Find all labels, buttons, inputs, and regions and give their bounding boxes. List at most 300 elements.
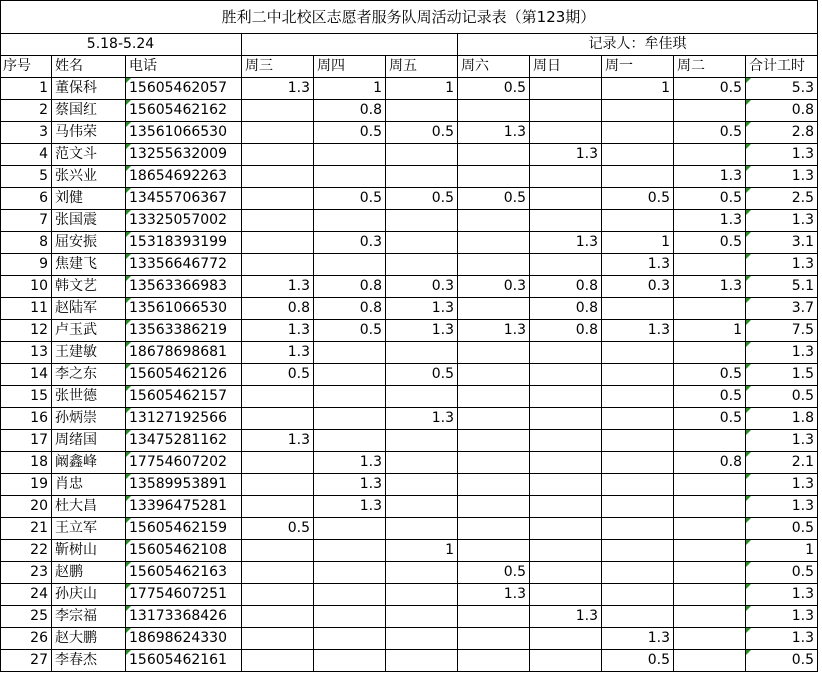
hours-cell[interactable] (314, 606, 386, 628)
row-number[interactable]: 18 (0, 452, 52, 474)
hours-cell[interactable] (386, 628, 458, 650)
hours-cell[interactable] (458, 474, 530, 496)
hours-cell[interactable]: 0.5 (674, 408, 746, 430)
hours-cell[interactable]: 0.5 (746, 518, 818, 540)
phone-cell[interactable]: 18678698681 (126, 342, 242, 364)
row-number[interactable]: 24 (0, 584, 52, 606)
hours-cell[interactable]: 1 (386, 540, 458, 562)
hours-cell[interactable]: 1.3 (386, 320, 458, 342)
hours-cell[interactable] (458, 298, 530, 320)
hours-cell[interactable]: 0.3 (386, 276, 458, 298)
hours-cell[interactable] (314, 254, 386, 276)
hours-cell[interactable] (602, 430, 674, 452)
hours-cell[interactable]: 1.3 (530, 144, 602, 166)
row-number[interactable]: 23 (0, 562, 52, 584)
phone-cell[interactable]: 15605462162 (126, 100, 242, 122)
hours-cell[interactable] (242, 386, 314, 408)
hours-cell[interactable]: 0.5 (746, 650, 818, 672)
hours-cell[interactable] (458, 144, 530, 166)
hours-cell[interactable] (458, 386, 530, 408)
hours-cell[interactable] (242, 210, 314, 232)
hours-cell[interactable] (386, 100, 458, 122)
hours-cell[interactable]: 1.3 (242, 320, 314, 342)
name-cell[interactable]: 杜大昌 (52, 496, 126, 518)
name-cell[interactable]: 阚鑫峰 (52, 452, 126, 474)
name-cell[interactable]: 王立军 (52, 518, 126, 540)
column-header: 周六 (458, 56, 530, 78)
phone-cell[interactable]: 13356646772 (126, 254, 242, 276)
hours-cell[interactable] (458, 408, 530, 430)
hours-cell[interactable] (602, 584, 674, 606)
hours-cell[interactable] (314, 364, 386, 386)
hours-cell[interactable]: 1.3 (458, 320, 530, 342)
hours-cell[interactable] (386, 232, 458, 254)
hours-cell[interactable] (602, 100, 674, 122)
hours-cell[interactable]: 1.3 (314, 452, 386, 474)
row-number[interactable]: 15 (0, 386, 52, 408)
phone-cell[interactable]: 13325057002 (126, 210, 242, 232)
hours-cell[interactable] (530, 518, 602, 540)
hours-cell[interactable] (386, 650, 458, 672)
hours-cell[interactable]: 0.5 (458, 188, 530, 210)
hours-cell[interactable]: 0.8 (530, 298, 602, 320)
phone-cell[interactable]: 17754607202 (126, 452, 242, 474)
hours-cell[interactable]: 0.5 (602, 650, 674, 672)
name-cell[interactable]: 张世德 (52, 386, 126, 408)
hours-cell[interactable]: 1.3 (386, 298, 458, 320)
hours-cell[interactable]: 1.3 (242, 276, 314, 298)
hours-cell[interactable] (314, 342, 386, 364)
hours-cell[interactable] (602, 298, 674, 320)
hours-cell[interactable] (458, 496, 530, 518)
hours-cell[interactable]: 1.3 (746, 628, 818, 650)
hours-cell[interactable] (458, 628, 530, 650)
hours-cell[interactable]: 1.3 (674, 276, 746, 298)
hours-cell[interactable]: 0.8 (674, 452, 746, 474)
row-number[interactable]: 11 (0, 298, 52, 320)
hours-cell[interactable] (602, 452, 674, 474)
hours-cell[interactable] (242, 452, 314, 474)
hours-cell[interactable] (458, 254, 530, 276)
hours-cell[interactable] (530, 496, 602, 518)
row-number[interactable]: 16 (0, 408, 52, 430)
row-number[interactable]: 3 (0, 122, 52, 144)
row-number[interactable]: 19 (0, 474, 52, 496)
hours-cell[interactable]: 0.5 (242, 364, 314, 386)
phone-cell[interactable]: 15605462108 (126, 540, 242, 562)
hours-cell[interactable]: 1.3 (746, 496, 818, 518)
hours-cell[interactable] (314, 562, 386, 584)
hours-cell[interactable]: 0.5 (746, 562, 818, 584)
row-number[interactable]: 26 (0, 628, 52, 650)
hours-cell[interactable]: 1.3 (602, 320, 674, 342)
hours-cell[interactable] (602, 210, 674, 232)
hours-cell[interactable]: 1.3 (674, 210, 746, 232)
hours-cell[interactable]: 1.3 (386, 408, 458, 430)
hours-cell[interactable]: 0.5 (674, 364, 746, 386)
row-number[interactable]: 9 (0, 254, 52, 276)
name-cell[interactable]: 李之东 (52, 364, 126, 386)
hours-cell[interactable] (242, 584, 314, 606)
phone-cell[interactable]: 13475281162 (126, 430, 242, 452)
name-cell[interactable]: 赵陆军 (52, 298, 126, 320)
hours-cell[interactable] (386, 562, 458, 584)
hours-cell[interactable]: 0.5 (674, 78, 746, 100)
hours-cell[interactable] (530, 342, 602, 364)
hours-cell[interactable] (530, 562, 602, 584)
hours-cell[interactable] (386, 254, 458, 276)
hours-cell[interactable] (242, 166, 314, 188)
hours-cell[interactable] (314, 518, 386, 540)
hours-cell[interactable]: 1.3 (242, 430, 314, 452)
hours-cell[interactable] (314, 628, 386, 650)
hours-cell[interactable]: 0.5 (602, 188, 674, 210)
hours-cell[interactable]: 1 (602, 232, 674, 254)
hours-cell[interactable] (674, 144, 746, 166)
hours-cell[interactable]: 1 (746, 540, 818, 562)
name-cell[interactable]: 卢玉武 (52, 320, 126, 342)
hours-cell[interactable] (458, 232, 530, 254)
row-number[interactable]: 21 (0, 518, 52, 540)
row-number[interactable]: 20 (0, 496, 52, 518)
name-cell[interactable]: 赵鹏 (52, 562, 126, 584)
hours-cell[interactable] (242, 650, 314, 672)
hours-cell[interactable] (242, 474, 314, 496)
name-cell[interactable]: 肖忠 (52, 474, 126, 496)
name-cell[interactable]: 刘健 (52, 188, 126, 210)
hours-cell[interactable]: 0.5 (458, 78, 530, 100)
hours-cell[interactable]: 1.3 (674, 166, 746, 188)
phone-cell[interactable]: 13561066530 (126, 122, 242, 144)
hours-cell[interactable] (458, 100, 530, 122)
hours-cell[interactable] (674, 496, 746, 518)
hours-cell[interactable]: 0.8 (242, 298, 314, 320)
hours-cell[interactable]: 0.5 (314, 188, 386, 210)
phone-cell[interactable]: 13396475281 (126, 496, 242, 518)
hours-cell[interactable]: 0.5 (386, 188, 458, 210)
hours-cell[interactable] (242, 496, 314, 518)
hours-cell[interactable]: 1.3 (530, 606, 602, 628)
hours-cell[interactable]: 0.8 (746, 100, 818, 122)
hours-cell[interactable]: 1.8 (746, 408, 818, 430)
phone-cell[interactable]: 15605462159 (126, 518, 242, 540)
hours-cell[interactable] (386, 386, 458, 408)
phone-cell[interactable]: 15605462161 (126, 650, 242, 672)
hours-cell[interactable] (530, 430, 602, 452)
hours-cell[interactable]: 1.3 (746, 606, 818, 628)
row-number[interactable]: 2 (0, 100, 52, 122)
hours-cell[interactable] (458, 518, 530, 540)
hours-cell[interactable] (602, 342, 674, 364)
hours-cell[interactable]: 1.3 (458, 584, 530, 606)
row-number[interactable]: 27 (0, 650, 52, 672)
hours-cell[interactable]: 0.5 (242, 518, 314, 540)
hours-cell[interactable] (386, 166, 458, 188)
hours-cell[interactable] (242, 232, 314, 254)
phone-cell[interactable]: 13563386219 (126, 320, 242, 342)
row-number[interactable]: 25 (0, 606, 52, 628)
phone-cell[interactable]: 17754607251 (126, 584, 242, 606)
hours-cell[interactable] (242, 562, 314, 584)
hours-cell[interactable] (602, 606, 674, 628)
hours-cell[interactable]: 1.5 (746, 364, 818, 386)
hours-cell[interactable] (386, 342, 458, 364)
hours-cell[interactable] (530, 540, 602, 562)
hours-cell[interactable]: 0.8 (314, 298, 386, 320)
hours-cell[interactable] (602, 518, 674, 540)
row-number[interactable]: 13 (0, 342, 52, 364)
hours-cell[interactable] (530, 474, 602, 496)
hours-cell[interactable] (602, 386, 674, 408)
hours-cell[interactable]: 1.3 (746, 584, 818, 606)
hours-cell[interactable] (458, 342, 530, 364)
hours-cell[interactable] (314, 540, 386, 562)
hours-cell[interactable]: 1.3 (746, 144, 818, 166)
hours-cell[interactable]: 1.3 (314, 474, 386, 496)
hours-cell[interactable] (530, 166, 602, 188)
hours-cell[interactable]: 3.7 (746, 298, 818, 320)
hours-cell[interactable]: 0.5 (674, 188, 746, 210)
hours-cell[interactable]: 1 (314, 78, 386, 100)
hours-cell[interactable]: 1.3 (458, 122, 530, 144)
hours-cell[interactable] (242, 408, 314, 430)
phone-cell[interactable]: 13563366983 (126, 276, 242, 298)
hours-cell[interactable] (674, 628, 746, 650)
row-number[interactable]: 17 (0, 430, 52, 452)
hours-cell[interactable]: 0.3 (602, 276, 674, 298)
hours-cell[interactable]: 2.8 (746, 122, 818, 144)
hours-cell[interactable]: 3.1 (746, 232, 818, 254)
name-cell[interactable]: 马伟荣 (52, 122, 126, 144)
hours-cell[interactable] (314, 430, 386, 452)
phone-cell[interactable]: 15605462163 (126, 562, 242, 584)
hours-cell[interactable]: 0.5 (314, 320, 386, 342)
name-cell[interactable]: 李春杰 (52, 650, 126, 672)
hours-cell[interactable] (674, 540, 746, 562)
hours-cell[interactable] (602, 496, 674, 518)
hours-cell[interactable] (386, 430, 458, 452)
hours-cell[interactable] (530, 628, 602, 650)
hours-cell[interactable] (602, 166, 674, 188)
phone-cell[interactable]: 13561066530 (126, 298, 242, 320)
hours-cell[interactable] (674, 584, 746, 606)
hours-cell[interactable]: 2.5 (746, 188, 818, 210)
hours-cell[interactable] (674, 562, 746, 584)
phone-cell[interactable]: 15605462126 (126, 364, 242, 386)
phone-cell[interactable]: 13455706367 (126, 188, 242, 210)
hours-cell[interactable] (602, 408, 674, 430)
hours-cell[interactable] (314, 210, 386, 232)
hours-cell[interactable] (386, 144, 458, 166)
hours-cell[interactable] (242, 144, 314, 166)
hours-cell[interactable] (530, 408, 602, 430)
phone-cell[interactable]: 13255632009 (126, 144, 242, 166)
hours-cell[interactable] (458, 540, 530, 562)
hours-cell[interactable]: 1.3 (746, 474, 818, 496)
hours-cell[interactable]: 1.3 (242, 342, 314, 364)
hours-cell[interactable]: 0.8 (530, 276, 602, 298)
name-cell[interactable]: 张兴业 (52, 166, 126, 188)
row-number[interactable]: 14 (0, 364, 52, 386)
name-cell[interactable]: 孙庆山 (52, 584, 126, 606)
row-number[interactable]: 1 (0, 78, 52, 100)
hours-cell[interactable]: 0.5 (386, 364, 458, 386)
hours-cell[interactable] (386, 452, 458, 474)
name-cell[interactable]: 蔡国红 (52, 100, 126, 122)
hours-cell[interactable] (602, 122, 674, 144)
hours-cell[interactable] (602, 474, 674, 496)
hours-cell[interactable] (530, 100, 602, 122)
name-cell[interactable]: 范文斗 (52, 144, 126, 166)
hours-cell[interactable] (386, 518, 458, 540)
hours-cell[interactable]: 1.3 (746, 342, 818, 364)
hours-cell[interactable]: 0.5 (674, 122, 746, 144)
hours-cell[interactable] (314, 386, 386, 408)
hours-cell[interactable] (674, 650, 746, 672)
hours-cell[interactable]: 1.3 (746, 210, 818, 232)
hours-cell[interactable]: 0.5 (386, 122, 458, 144)
row-number[interactable]: 12 (0, 320, 52, 342)
hours-cell[interactable] (458, 430, 530, 452)
hours-cell[interactable] (242, 606, 314, 628)
hours-cell[interactable]: 1 (674, 320, 746, 342)
hours-cell[interactable] (458, 210, 530, 232)
hours-cell[interactable] (242, 540, 314, 562)
hours-cell[interactable] (674, 430, 746, 452)
row-number[interactable]: 22 (0, 540, 52, 562)
hours-cell[interactable] (458, 166, 530, 188)
hours-cell[interactable] (386, 606, 458, 628)
hours-cell[interactable] (386, 496, 458, 518)
hours-cell[interactable]: 0.5 (458, 562, 530, 584)
hours-cell[interactable] (386, 210, 458, 232)
hours-cell[interactable] (314, 408, 386, 430)
hours-cell[interactable] (530, 386, 602, 408)
hours-cell[interactable] (242, 628, 314, 650)
phone-cell[interactable]: 18698624330 (126, 628, 242, 650)
hours-cell[interactable]: 1.3 (746, 430, 818, 452)
row-number[interactable]: 7 (0, 210, 52, 232)
hours-cell[interactable] (602, 144, 674, 166)
phone-cell[interactable]: 13589953891 (126, 474, 242, 496)
hours-cell[interactable] (458, 364, 530, 386)
phone-cell[interactable]: 15605462157 (126, 386, 242, 408)
phone-cell[interactable]: 15318393199 (126, 232, 242, 254)
hours-cell[interactable] (674, 518, 746, 540)
hours-cell[interactable] (458, 452, 530, 474)
name-cell[interactable]: 李宗福 (52, 606, 126, 628)
hours-cell[interactable] (530, 584, 602, 606)
hours-cell[interactable] (530, 452, 602, 474)
row-number[interactable]: 8 (0, 232, 52, 254)
hours-cell[interactable] (602, 364, 674, 386)
phone-cell[interactable]: 13127192566 (126, 408, 242, 430)
name-cell[interactable]: 焦建飞 (52, 254, 126, 276)
hours-cell[interactable] (242, 122, 314, 144)
row-number[interactable]: 4 (0, 144, 52, 166)
hours-cell[interactable]: 1 (602, 78, 674, 100)
column-header: 周日 (530, 56, 602, 78)
hours-cell[interactable] (602, 562, 674, 584)
row-number[interactable]: 5 (0, 166, 52, 188)
hours-cell[interactable] (674, 474, 746, 496)
name-cell[interactable]: 靳树山 (52, 540, 126, 562)
phone-cell[interactable]: 13173368426 (126, 606, 242, 628)
hours-cell[interactable]: 2.1 (746, 452, 818, 474)
hours-cell[interactable]: 1.3 (602, 628, 674, 650)
hours-cell[interactable]: 0.5 (674, 386, 746, 408)
recorder: 记录人：牟佳琪 (458, 34, 818, 56)
hours-cell[interactable] (314, 584, 386, 606)
hours-cell[interactable]: 5.3 (746, 78, 818, 100)
hours-cell[interactable]: 1.3 (746, 254, 818, 276)
hours-cell[interactable] (530, 122, 602, 144)
hours-cell[interactable] (530, 188, 602, 210)
hours-cell[interactable] (314, 166, 386, 188)
hours-cell[interactable]: 7.5 (746, 320, 818, 342)
name-cell[interactable]: 王建敏 (52, 342, 126, 364)
hours-cell[interactable] (674, 606, 746, 628)
hours-cell[interactable]: 1.3 (602, 254, 674, 276)
hours-cell[interactable] (458, 650, 530, 672)
name-cell[interactable]: 韩文艺 (52, 276, 126, 298)
hours-cell[interactable] (242, 100, 314, 122)
row-number[interactable]: 10 (0, 276, 52, 298)
hours-cell[interactable] (386, 474, 458, 496)
name-cell[interactable]: 张国震 (52, 210, 126, 232)
hours-cell[interactable] (386, 584, 458, 606)
phone-cell[interactable]: 15605462057 (126, 78, 242, 100)
hours-cell[interactable] (242, 254, 314, 276)
hours-cell[interactable] (530, 364, 602, 386)
hours-cell[interactable]: 5.1 (746, 276, 818, 298)
hours-cell[interactable] (530, 650, 602, 672)
hours-cell[interactable]: 0.3 (314, 232, 386, 254)
row-number[interactable]: 6 (0, 188, 52, 210)
hours-cell[interactable] (242, 188, 314, 210)
hours-cell[interactable] (530, 78, 602, 100)
phone-cell[interactable]: 18654692263 (126, 166, 242, 188)
name-cell[interactable]: 孙炳崇 (52, 408, 126, 430)
hours-cell[interactable] (674, 342, 746, 364)
hours-cell[interactable] (674, 100, 746, 122)
hours-cell[interactable]: 0.5 (674, 232, 746, 254)
name-cell[interactable]: 周绪国 (52, 430, 126, 452)
hours-cell[interactable] (314, 650, 386, 672)
hours-cell[interactable]: 0.8 (314, 276, 386, 298)
hours-cell[interactable]: 0.3 (458, 276, 530, 298)
hours-cell[interactable] (530, 210, 602, 232)
hours-cell[interactable] (602, 540, 674, 562)
hours-cell[interactable] (314, 144, 386, 166)
hours-cell[interactable]: 0.5 (314, 122, 386, 144)
hours-cell[interactable]: 1 (386, 78, 458, 100)
hours-cell[interactable] (458, 606, 530, 628)
name-cell[interactable]: 董保科 (52, 78, 126, 100)
hours-cell[interactable] (674, 298, 746, 320)
name-cell[interactable]: 赵大鹏 (52, 628, 126, 650)
hours-cell[interactable]: 0.5 (746, 386, 818, 408)
hours-cell[interactable]: 1.3 (530, 232, 602, 254)
hours-cell[interactable]: 0.8 (530, 320, 602, 342)
hours-cell[interactable]: 1.3 (242, 78, 314, 100)
hours-cell[interactable]: 1.3 (314, 496, 386, 518)
name-cell[interactable]: 屈安振 (52, 232, 126, 254)
hours-cell[interactable] (530, 254, 602, 276)
hours-cell[interactable]: 0.8 (314, 100, 386, 122)
hours-cell[interactable] (674, 254, 746, 276)
hours-cell[interactable]: 1.3 (746, 166, 818, 188)
